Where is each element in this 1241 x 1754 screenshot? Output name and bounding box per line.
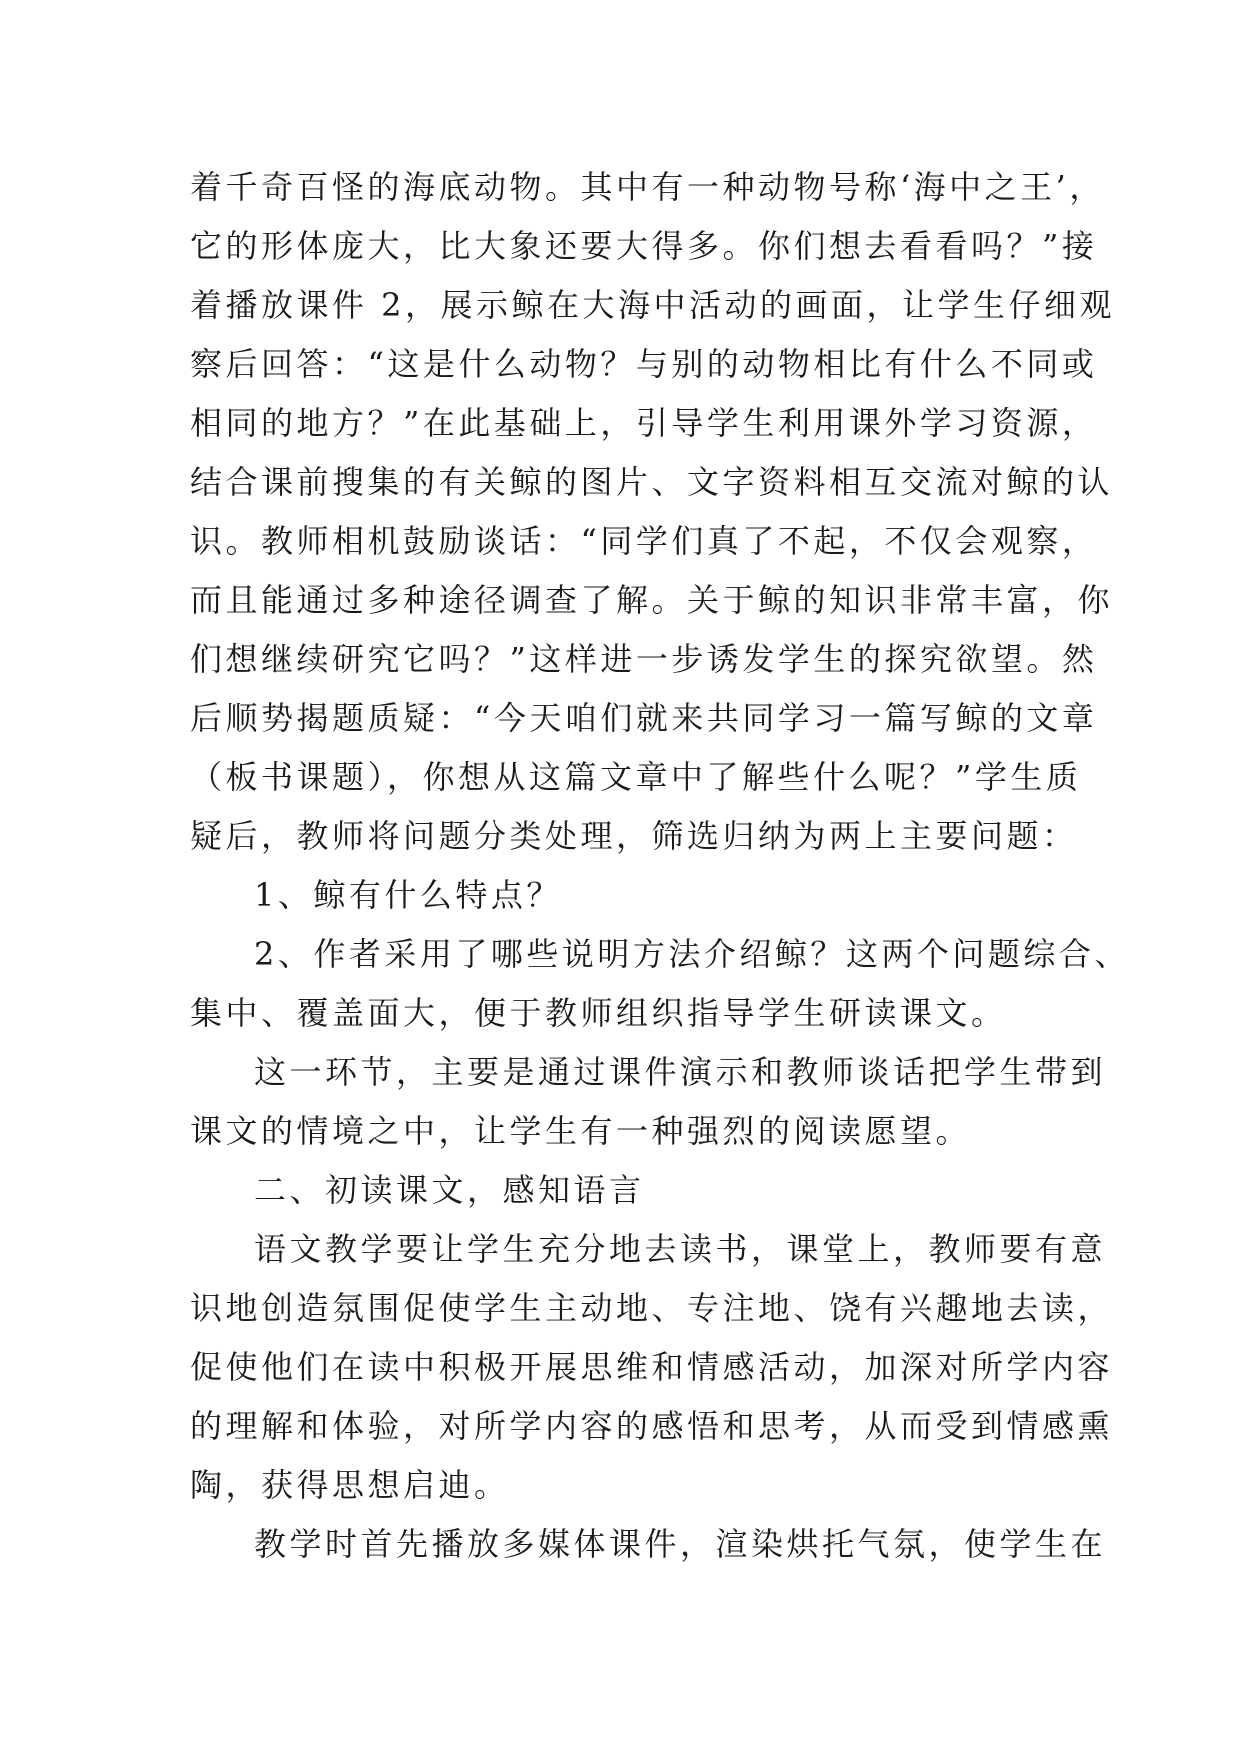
text-line: （板书课题），你想从这篇文章中了解些什么呢？”学生质 [190,758,1082,796]
text-line: 集中、覆盖面大，便于教师组织指导学生研读课文。 [190,994,1007,1032]
text-line: 结合课前搜集的有关鲸的图片、文字资料相互交流对鲸的认 [190,463,1114,501]
list-item-question-1: 1、鲸有什么特点？ [254,876,562,914]
paragraph-start: 语文教学要让学生充分地去读书，课堂上，教师要有意 [254,1230,1107,1268]
text-line: 陶，获得思想启迪。 [190,1466,510,1504]
text-line: 疑后，教师将问题分类处理，筛选归纳为两上主要问题： [190,817,1078,855]
text-line: 的理解和体验，对所学内容的感悟和思考，从而受到情感熏 [190,1407,1114,1445]
text-line: 相同的地方？”在此基础上，引导学生利用课外学习资源， [190,404,1098,442]
text-line: 着播放课件 2，展示鲸在大海中活动的画面，让学生仔细观 [190,286,1116,324]
text-line: 课文的情境之中，让学生有一种强烈的阅读愿望。 [190,1112,972,1150]
text-line: 后顺势揭题质疑：“今天咱们就来共同学习一篇写鲸的文章 [190,699,1098,737]
text-line: 识地创造氛围促使学生主动地、专注地、饶有兴趣地去读， [190,1289,1114,1327]
text-line: 们想继续研究它吗？”这样进一步诱发学生的探究欲望。然 [190,640,1098,678]
paragraph-start: 这一环节，主要是通过课件演示和教师谈话把学生带到 [254,1053,1107,1091]
text-line: 识。教师相机鼓励谈话：“同学们真了不起，不仅会观察， [190,522,1098,560]
text-line: 着千奇百怪的海底动物。其中有一种动物号称‘海中之王’， [190,168,1105,206]
section-heading: 二、初读课文，感知语言 [254,1171,645,1209]
text-line: 察后回答：“这是什么动物？与别的动物相比有什么不同或 [190,345,1098,383]
document-body [190,158,1130,1574]
text-line: 而且能通过多种途径调查了解。关于鲸的知识非常丰富，你 [190,581,1114,619]
text-line: 促使他们在读中积极开展思维和情感活动，加深对所学内容 [190,1348,1114,1386]
paragraph-start: 教学时首先播放多媒体课件，渲染烘托气氛，使学生在 [254,1525,1107,1563]
list-item-question-2: 2、作者采用了哪些说明方法介绍鲸？这两个问题综合、 [254,935,1130,973]
text-line: 它的形体庞大，比大象还要大得多。你们想去看看吗？”接 [190,227,1098,265]
